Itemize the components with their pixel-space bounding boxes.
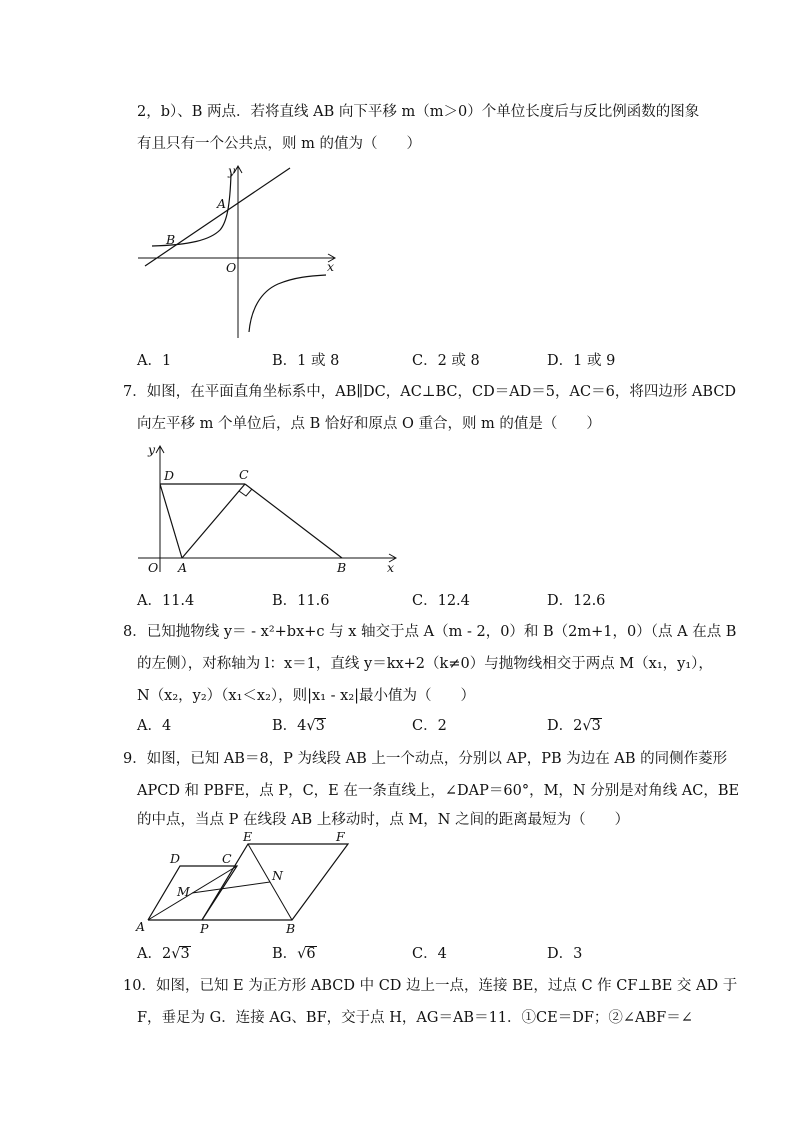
q8-option-d: D．2√3 [547, 718, 601, 734]
q7-stem-line-1: 7．如图，在平面直角坐标系中，AB∥DC，AC⊥BC，CD＝AD＝5，AC＝6，将四边形 ABCD [123, 384, 737, 400]
q7-option-c: C．12.4 [412, 593, 470, 609]
q9-label-b: B [286, 921, 296, 936]
q6-figure [130, 160, 350, 345]
q9-label-a: A [136, 919, 146, 934]
q9-label-e: E [243, 830, 253, 844]
q6-option-c: C．2 或 8 [412, 353, 480, 369]
q9-stem-line-1: 9．如图，已知 AB＝8，P 为线段 AB 上一个动点，分别以 AP，PB 为边在 AB 的同侧作菱形 [123, 751, 728, 767]
q8-option-b-radicand: 3 [315, 718, 325, 734]
q8-option-b: B．4√3 [272, 718, 325, 734]
q6-option-d: D．1 或 9 [547, 353, 616, 369]
q6-option-b: B．1 或 8 [272, 353, 340, 369]
q6-label-x: x [327, 259, 335, 274]
q7-option-b: B．11.6 [272, 593, 330, 609]
q7-label-b: B [337, 560, 347, 575]
q7-label-o: O [148, 560, 159, 575]
q9-option-b: B．√6 [272, 946, 316, 962]
q9-option-d: D．3 [547, 946, 583, 962]
q7-label-a: A [178, 560, 188, 575]
q9-option-a: A．2√3 [137, 946, 190, 962]
q6-stem-line-1: 2，b）、B 两点．若将直线 AB 向下平移 m（m＞0）个单位长度后与反比例函数的图象 [137, 104, 700, 120]
q7-label-c: C [239, 467, 249, 482]
q9-option-b-radicand: 6 [306, 946, 316, 962]
q8-stem-line-3: N（x₂，y₂）（x₁＜x₂），则|x₁ - x₂|最小值为（ ） [137, 688, 476, 704]
q9-option-a-prefix: A．2 [137, 946, 172, 962]
q8-stem-line-2: 的左侧），对称轴为 l：x＝1，直线 y＝kx+2（k≠0）与抛物线相交于两点 M（x₁，y₁）， [137, 656, 713, 672]
q9-figure [130, 830, 370, 940]
q7-label-x: x [387, 560, 395, 575]
q9-label-c: C [222, 851, 232, 866]
q7-label-y: y [148, 442, 156, 457]
q6-option-a: A．1 [137, 353, 172, 369]
q10-stem-line-1: 10．如图，已知 E 为正方形 ABCD 中 CD 边上一点，连接 BE，过点 C 作 CF⊥BE 交 AD 于 [123, 978, 738, 994]
q7-figure [138, 440, 408, 580]
q7-label-d: D [164, 468, 175, 483]
q8-option-d-prefix: D．2 [547, 718, 583, 734]
q9-label-m: M [177, 884, 190, 899]
q8-option-d-radicand: 3 [591, 718, 601, 734]
q9-option-c: C．4 [412, 946, 447, 962]
q9-label-d: D [170, 851, 181, 866]
q8-option-a: A．4 [137, 718, 172, 734]
q8-option-c: C．2 [412, 718, 447, 734]
q7-option-d: D．12.6 [547, 593, 606, 609]
q6-label-a: A [217, 196, 227, 211]
q6-label-o: O [226, 260, 237, 275]
q9-label-f: F [336, 830, 345, 844]
q9-option-b-prefix: B． [272, 946, 298, 962]
q9-label-p: P [200, 921, 209, 936]
q6-stem-line-2: 有且只有一个公共点，则 m 的值为（ ） [137, 136, 421, 152]
q6-label-y: y [228, 163, 236, 178]
q9-label-n: N [272, 868, 283, 883]
q9-stem-line-2: APCD 和 PBFE，点 P，C，E 在一条直线上，∠DAP＝60°，M，N 分别是对角线 AC，BE [137, 783, 740, 799]
q10-stem-line-2: F，垂足为 G．连接 AG、BF，交于点 H，AG＝AB＝11．①CE＝DF；②∠ABF＝∠ [137, 1010, 693, 1026]
q8-stem-line-1: 8．已知抛物线 y＝ - x²+bx+c 与 x 轴交于点 A（m - 2，0）和 B（2m+1，0）（点 A 在点 B [123, 624, 737, 640]
q8-option-b-prefix: B．4 [272, 718, 307, 734]
q6-label-b: B [166, 232, 176, 247]
q9-stem-line-3: 的中点，当点 P 在线段 AB 上移动时，点 M，N 之间的距离最短为（ ） [137, 812, 630, 828]
q9-option-a-radicand: 3 [180, 946, 190, 962]
q7-stem-line-2: 向左平移 m 个单位后，点 B 恰好和原点 O 重合，则 m 的值是（ ） [137, 416, 601, 432]
q7-option-a: A．11.4 [137, 593, 195, 609]
